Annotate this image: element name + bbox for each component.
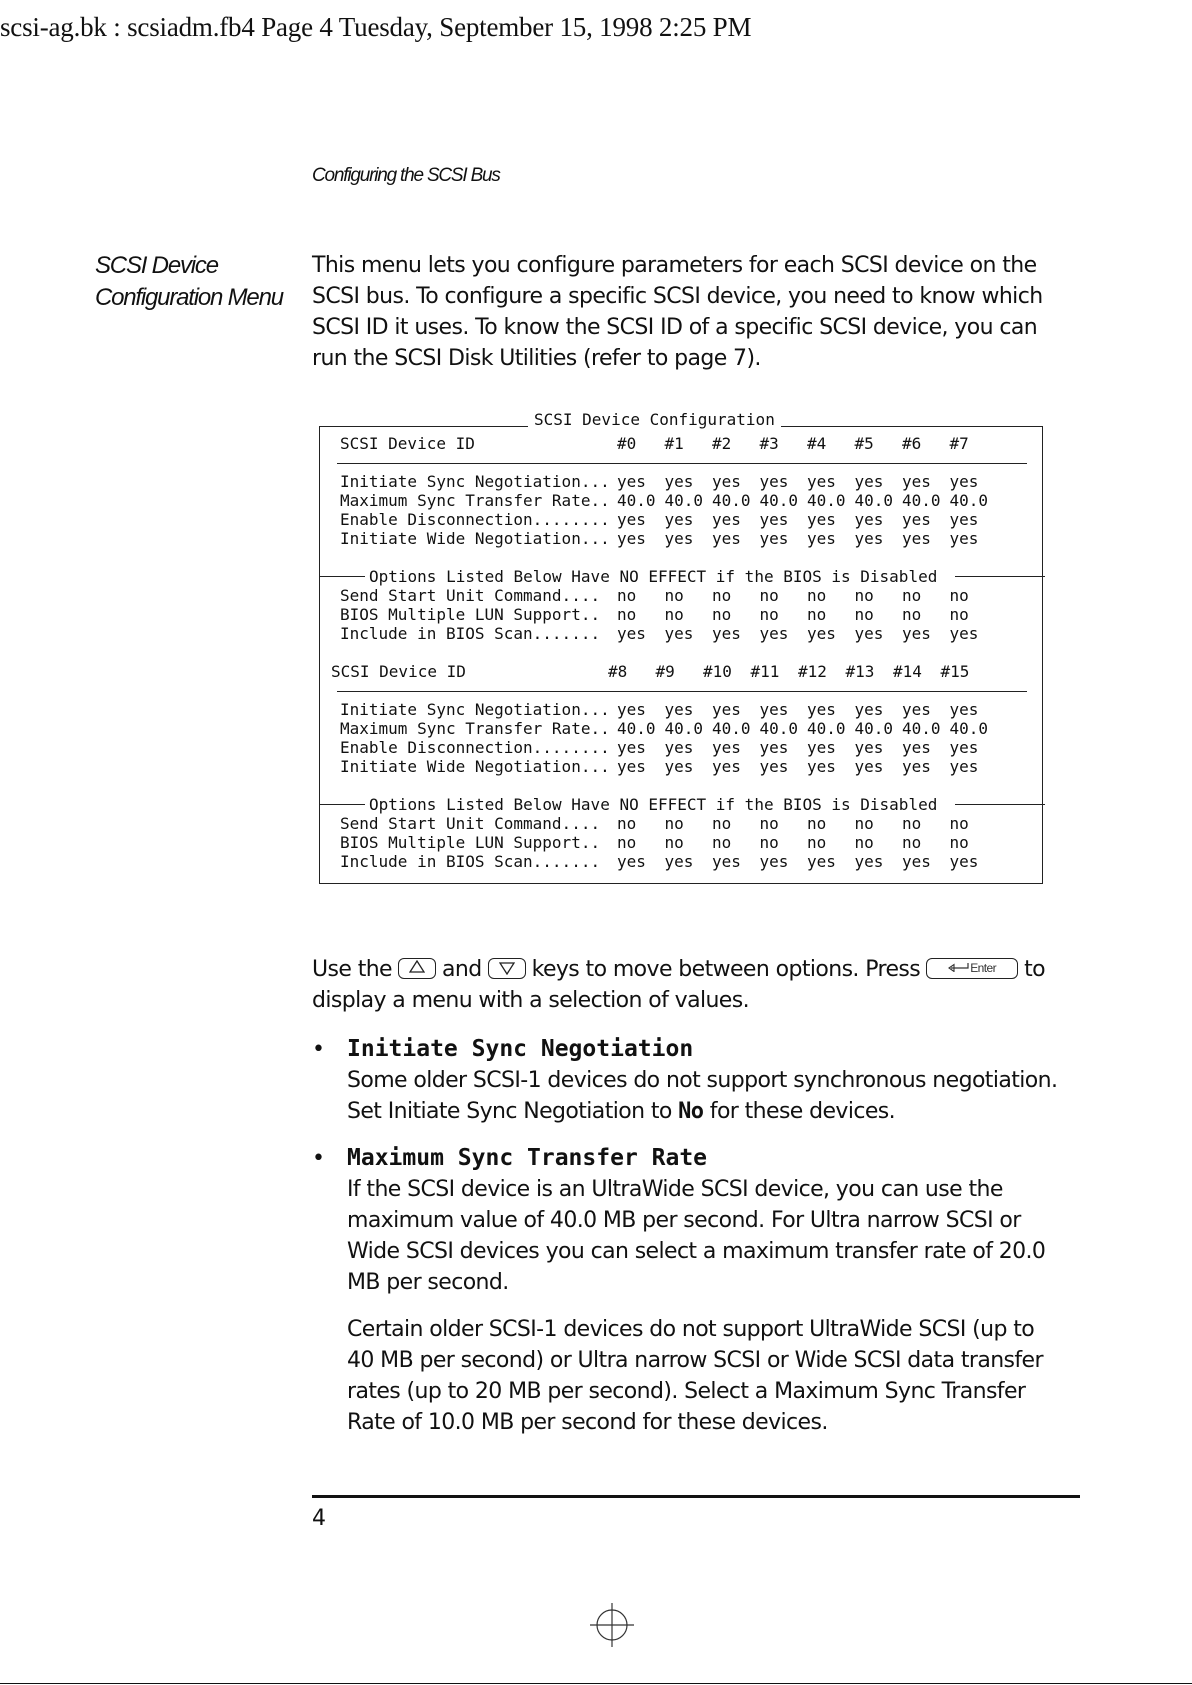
bios-option-row-value: yes bbox=[902, 852, 931, 871]
option-row-value: yes bbox=[759, 738, 789, 757]
option-row-value: yes bbox=[854, 472, 884, 491]
bios-option-row-value: no bbox=[664, 814, 684, 833]
bios-option-row-value: yes bbox=[807, 852, 836, 871]
option-row-value: yes bbox=[664, 700, 694, 719]
bios-option-row-value: no bbox=[949, 833, 969, 852]
option-row-value: yes bbox=[949, 700, 979, 719]
bios-option-row-value: yes bbox=[902, 624, 931, 643]
option-row-value: yes bbox=[617, 757, 646, 776]
bios-option-row-label: BIOS Multiple LUN Support.. bbox=[340, 833, 610, 852]
intro-line: SCSI ID it uses. To know the SCSI ID of a specific SCSI device, you can bbox=[312, 315, 1038, 340]
bios-option-row-value: yes bbox=[949, 852, 979, 871]
option-row-value: yes bbox=[759, 472, 789, 491]
bios-option-row-value: yes bbox=[712, 624, 741, 643]
bullet-dot-icon: • bbox=[312, 1146, 325, 1171]
option-row-value: 40.0 bbox=[949, 719, 989, 738]
option-row-label: Initiate Sync Negotiation... bbox=[340, 700, 610, 719]
bios-option-row-label: BIOS Multiple LUN Support.. bbox=[340, 605, 610, 624]
device-id-header: #0 bbox=[617, 434, 637, 453]
option-row-value: 40.0 bbox=[854, 491, 894, 510]
option-row-value: yes bbox=[854, 510, 884, 529]
option-row-value: 40.0 bbox=[759, 719, 799, 738]
keys-text: keys to move between options. Press bbox=[531, 957, 921, 982]
option-row-value: yes bbox=[949, 529, 979, 548]
bios-option-row-value: yes bbox=[617, 624, 646, 643]
device-id-label: SCSI Device ID bbox=[340, 434, 475, 453]
bios-option-row-value: no bbox=[759, 814, 779, 833]
device-id-header: #2 bbox=[712, 434, 732, 453]
bios-option-row-value: no bbox=[902, 586, 922, 605]
option-row-value: yes bbox=[854, 738, 884, 757]
option-row-label: Maximum Sync Transfer Rate.. bbox=[340, 719, 610, 738]
bullet-line: MB per second. bbox=[347, 1270, 509, 1295]
option-row-value: 40.0 bbox=[664, 491, 704, 510]
bold-value: No bbox=[678, 1099, 704, 1124]
option-row-value: yes bbox=[902, 738, 931, 757]
option-row-value: 40.0 bbox=[664, 719, 704, 738]
option-row-value: yes bbox=[712, 529, 741, 548]
option-row-value: yes bbox=[759, 700, 789, 719]
option-row-value: yes bbox=[949, 510, 979, 529]
device-id-header: #8 bbox=[608, 662, 628, 681]
up-arrow-key bbox=[398, 958, 436, 979]
option-row-value: 40.0 bbox=[807, 491, 846, 510]
bios-option-row-value: yes bbox=[854, 852, 884, 871]
option-row-value: 40.0 bbox=[712, 491, 751, 510]
option-row-label: Initiate Wide Negotiation... bbox=[340, 529, 610, 548]
bios-option-row-value: no bbox=[617, 833, 637, 852]
device-id-header: #12 bbox=[798, 662, 827, 681]
bios-option-row-value: yes bbox=[854, 624, 884, 643]
bios-option-row-value: no bbox=[949, 814, 969, 833]
bios-note-rule-right bbox=[955, 576, 1045, 577]
down-arrow-key bbox=[488, 958, 526, 979]
option-row-value: 40.0 bbox=[617, 491, 656, 510]
bios-option-row-value: no bbox=[807, 586, 827, 605]
running-head: Configuring the SCSI Bus bbox=[312, 165, 500, 186]
bios-note-rule-left bbox=[319, 576, 369, 577]
bios-option-row-label: Send Start Unit Command.... bbox=[340, 814, 610, 833]
bios-option-row-value: no bbox=[949, 586, 969, 605]
intro-line: This menu lets you configure parameters for each SCSI device on the bbox=[312, 253, 1037, 278]
page-bottom-edge bbox=[0, 1683, 1192, 1684]
bios-option-row-label: Include in BIOS Scan....... bbox=[340, 624, 610, 643]
side-heading-line: Configuration Menu bbox=[95, 284, 283, 311]
bios-option-row-value: yes bbox=[759, 624, 789, 643]
bullet-line: 40 MB per second) or Ultra narrow SCSI or Wide SCSI data transfer bbox=[347, 1348, 1043, 1373]
option-row-value: yes bbox=[949, 472, 979, 491]
option-row-value: 40.0 bbox=[759, 491, 799, 510]
keys-text: and bbox=[442, 957, 482, 982]
bios-option-row-value: no bbox=[617, 605, 637, 624]
bullet-line: Set Initiate Sync Negotiation to bbox=[347, 1099, 679, 1124]
bios-option-row-value: no bbox=[854, 814, 874, 833]
bios-option-row-value: no bbox=[759, 586, 779, 605]
option-row-value: 40.0 bbox=[617, 719, 656, 738]
option-row-label: Maximum Sync Transfer Rate.. bbox=[340, 491, 610, 510]
id-separator-rule bbox=[337, 463, 1027, 464]
bios-option-row-value: no bbox=[854, 605, 874, 624]
option-row-value: yes bbox=[664, 757, 694, 776]
option-row-value: 40.0 bbox=[949, 491, 989, 510]
bios-option-row-value: no bbox=[854, 833, 874, 852]
bios-option-row-value: no bbox=[664, 605, 684, 624]
bios-option-row-value: no bbox=[902, 833, 922, 852]
device-id-header: #3 bbox=[759, 434, 779, 453]
option-row-value: yes bbox=[712, 700, 741, 719]
bullet-line: for these devices. bbox=[703, 1099, 896, 1124]
device-id-header: #13 bbox=[845, 662, 875, 681]
option-row-value: yes bbox=[712, 472, 741, 491]
bullet-title: Maximum Sync Transfer Rate bbox=[347, 1145, 708, 1171]
footer-rule bbox=[312, 1495, 1080, 1498]
option-row-label: Enable Disconnection........ bbox=[340, 510, 610, 529]
option-row-value: 40.0 bbox=[712, 719, 751, 738]
option-row-label: Initiate Sync Negotiation... bbox=[340, 472, 610, 491]
keys-text: Use the bbox=[312, 957, 392, 982]
bios-option-row-value: no bbox=[759, 833, 779, 852]
bullet-line: maximum value of 40.0 MB per second. For Ultra narrow SCSI or bbox=[347, 1208, 1021, 1233]
config-screen-title: SCSI Device Configuration bbox=[528, 408, 781, 432]
option-row-label: Enable Disconnection........ bbox=[340, 738, 610, 757]
intro-line: run the SCSI Disk Utilities (refer to page 7). bbox=[312, 346, 761, 371]
bios-option-row-value: no bbox=[712, 605, 732, 624]
option-row-value: 40.0 bbox=[902, 491, 941, 510]
enter-arrow-icon bbox=[948, 962, 970, 972]
bullet-line: Some older SCSI-1 devices do not support synchronous negotiation. bbox=[347, 1068, 1058, 1093]
option-row-value: yes bbox=[854, 529, 884, 548]
bios-option-row-value: yes bbox=[949, 624, 979, 643]
option-row-value: yes bbox=[807, 700, 836, 719]
bios-option-row-value: no bbox=[807, 814, 827, 833]
option-row-value: 40.0 bbox=[807, 719, 846, 738]
option-row-value: yes bbox=[617, 510, 646, 529]
bios-option-row-value: no bbox=[664, 833, 684, 852]
option-row-value: yes bbox=[949, 738, 979, 757]
bullet-line: rates (up to 20 MB per second). Select a Maximum Sync Transfer bbox=[347, 1379, 1026, 1404]
option-row-value: yes bbox=[902, 757, 931, 776]
option-row-value: yes bbox=[759, 510, 789, 529]
bios-option-row-value: no bbox=[807, 833, 827, 852]
bios-option-row-label: Include in BIOS Scan....... bbox=[340, 852, 610, 871]
bios-note: Options Listed Below Have NO EFFECT if the BIOS is Disabled bbox=[365, 567, 941, 587]
option-row-value: yes bbox=[854, 757, 884, 776]
bios-option-row-value: no bbox=[902, 605, 922, 624]
bullet-dot-icon: • bbox=[312, 1037, 325, 1062]
bios-option-row-value: yes bbox=[807, 624, 836, 643]
bullet-line: Wide SCSI devices you can select a maximum transfer rate of 20.0 bbox=[347, 1239, 1046, 1264]
bios-option-row-value: yes bbox=[664, 624, 694, 643]
bios-note-rule-right bbox=[955, 804, 1045, 805]
down-triangle-icon bbox=[499, 962, 515, 975]
bios-option-row-value: no bbox=[617, 586, 637, 605]
option-row-label: Initiate Wide Negotiation... bbox=[340, 757, 610, 776]
option-row-value: yes bbox=[807, 757, 836, 776]
option-row-value: yes bbox=[902, 472, 931, 491]
page-number: 4 bbox=[312, 1506, 326, 1531]
device-id-header: #11 bbox=[750, 662, 780, 681]
option-row-value: yes bbox=[712, 510, 741, 529]
device-id-header: #1 bbox=[664, 434, 684, 453]
bios-option-row-label: Send Start Unit Command.... bbox=[340, 586, 610, 605]
option-row-value: yes bbox=[712, 757, 741, 776]
side-heading-line: SCSI Device bbox=[95, 252, 218, 279]
keys-text: to bbox=[1024, 957, 1046, 982]
bios-option-row-value: yes bbox=[617, 852, 646, 871]
option-row-value: yes bbox=[949, 757, 979, 776]
device-id-header: #10 bbox=[703, 662, 732, 681]
bios-option-row-value: no bbox=[854, 586, 874, 605]
option-row-value: yes bbox=[617, 738, 646, 757]
bios-option-row-value: no bbox=[664, 586, 684, 605]
option-row-value: yes bbox=[759, 757, 789, 776]
option-row-value: yes bbox=[664, 472, 694, 491]
keys-paragraph bbox=[312, 954, 1078, 1016]
bios-option-row-value: no bbox=[807, 605, 827, 624]
bullet-line: If the SCSI device is an UltraWide SCSI device, you can use the bbox=[347, 1177, 1003, 1202]
bullet-line: Rate of 10.0 MB per second for these devices. bbox=[347, 1410, 828, 1435]
option-row-value: yes bbox=[807, 529, 836, 548]
option-row-value: 40.0 bbox=[902, 719, 941, 738]
bios-option-row-value: no bbox=[759, 605, 779, 624]
bios-option-row-value: yes bbox=[759, 852, 789, 871]
device-id-label: SCSI Device ID bbox=[331, 662, 466, 681]
option-row-value: 40.0 bbox=[854, 719, 894, 738]
device-id-header: #9 bbox=[655, 662, 675, 681]
option-row-value: yes bbox=[902, 510, 931, 529]
frame-header: scsi-ag.bk : scsiadm.fb4 Page 4 Tuesday, September 15, 1998 2:25 PM bbox=[0, 12, 752, 42]
bullet-line: Certain older SCSI-1 devices do not support UltraWide SCSI (up to bbox=[347, 1317, 1035, 1342]
side-heading bbox=[95, 250, 285, 314]
bios-option-row-value: yes bbox=[712, 852, 741, 871]
enter-key-label: Enter bbox=[970, 960, 996, 975]
bios-note-rule-left bbox=[319, 804, 369, 805]
option-row-value: yes bbox=[807, 738, 836, 757]
option-row-value: yes bbox=[617, 472, 646, 491]
bios-option-row-value: no bbox=[712, 814, 732, 833]
id-separator-rule bbox=[337, 691, 1027, 692]
option-row-value: yes bbox=[759, 529, 789, 548]
option-row-value: yes bbox=[807, 472, 836, 491]
option-row-value: yes bbox=[902, 700, 931, 719]
bios-option-row-value: yes bbox=[664, 852, 694, 871]
enter-key bbox=[926, 958, 1018, 979]
registration-mark-icon bbox=[590, 1603, 634, 1647]
option-row-value: yes bbox=[712, 738, 741, 757]
device-id-header: #7 bbox=[949, 434, 969, 453]
device-id-header: #14 bbox=[893, 662, 922, 681]
bios-option-row-value: no bbox=[617, 814, 637, 833]
option-row-value: yes bbox=[807, 510, 836, 529]
bios-note: Options Listed Below Have NO EFFECT if the BIOS is Disabled bbox=[365, 795, 941, 815]
device-id-header: #6 bbox=[902, 434, 922, 453]
option-row-value: yes bbox=[664, 510, 694, 529]
device-id-header: #5 bbox=[854, 434, 874, 453]
bios-option-row-value: no bbox=[712, 833, 732, 852]
intro-line: SCSI bus. To configure a specific SCSI device, you need to know which bbox=[312, 284, 1043, 309]
option-row-value: yes bbox=[902, 529, 931, 548]
keys-text: display a menu with a selection of values. bbox=[312, 988, 749, 1013]
bios-option-row-value: no bbox=[712, 586, 732, 605]
device-id-header: #4 bbox=[807, 434, 827, 453]
bios-option-row-value: no bbox=[949, 605, 969, 624]
up-triangle-icon bbox=[409, 960, 425, 973]
device-id-header: #15 bbox=[940, 662, 970, 681]
option-row-value: yes bbox=[617, 700, 646, 719]
option-row-value: yes bbox=[664, 529, 694, 548]
option-row-value: yes bbox=[617, 529, 646, 548]
bullet-title: Initiate Sync Negotiation bbox=[347, 1036, 694, 1062]
bios-option-row-value: no bbox=[902, 814, 922, 833]
option-row-value: yes bbox=[664, 738, 694, 757]
option-row-value: yes bbox=[854, 700, 884, 719]
intro-paragraph bbox=[312, 250, 1078, 374]
